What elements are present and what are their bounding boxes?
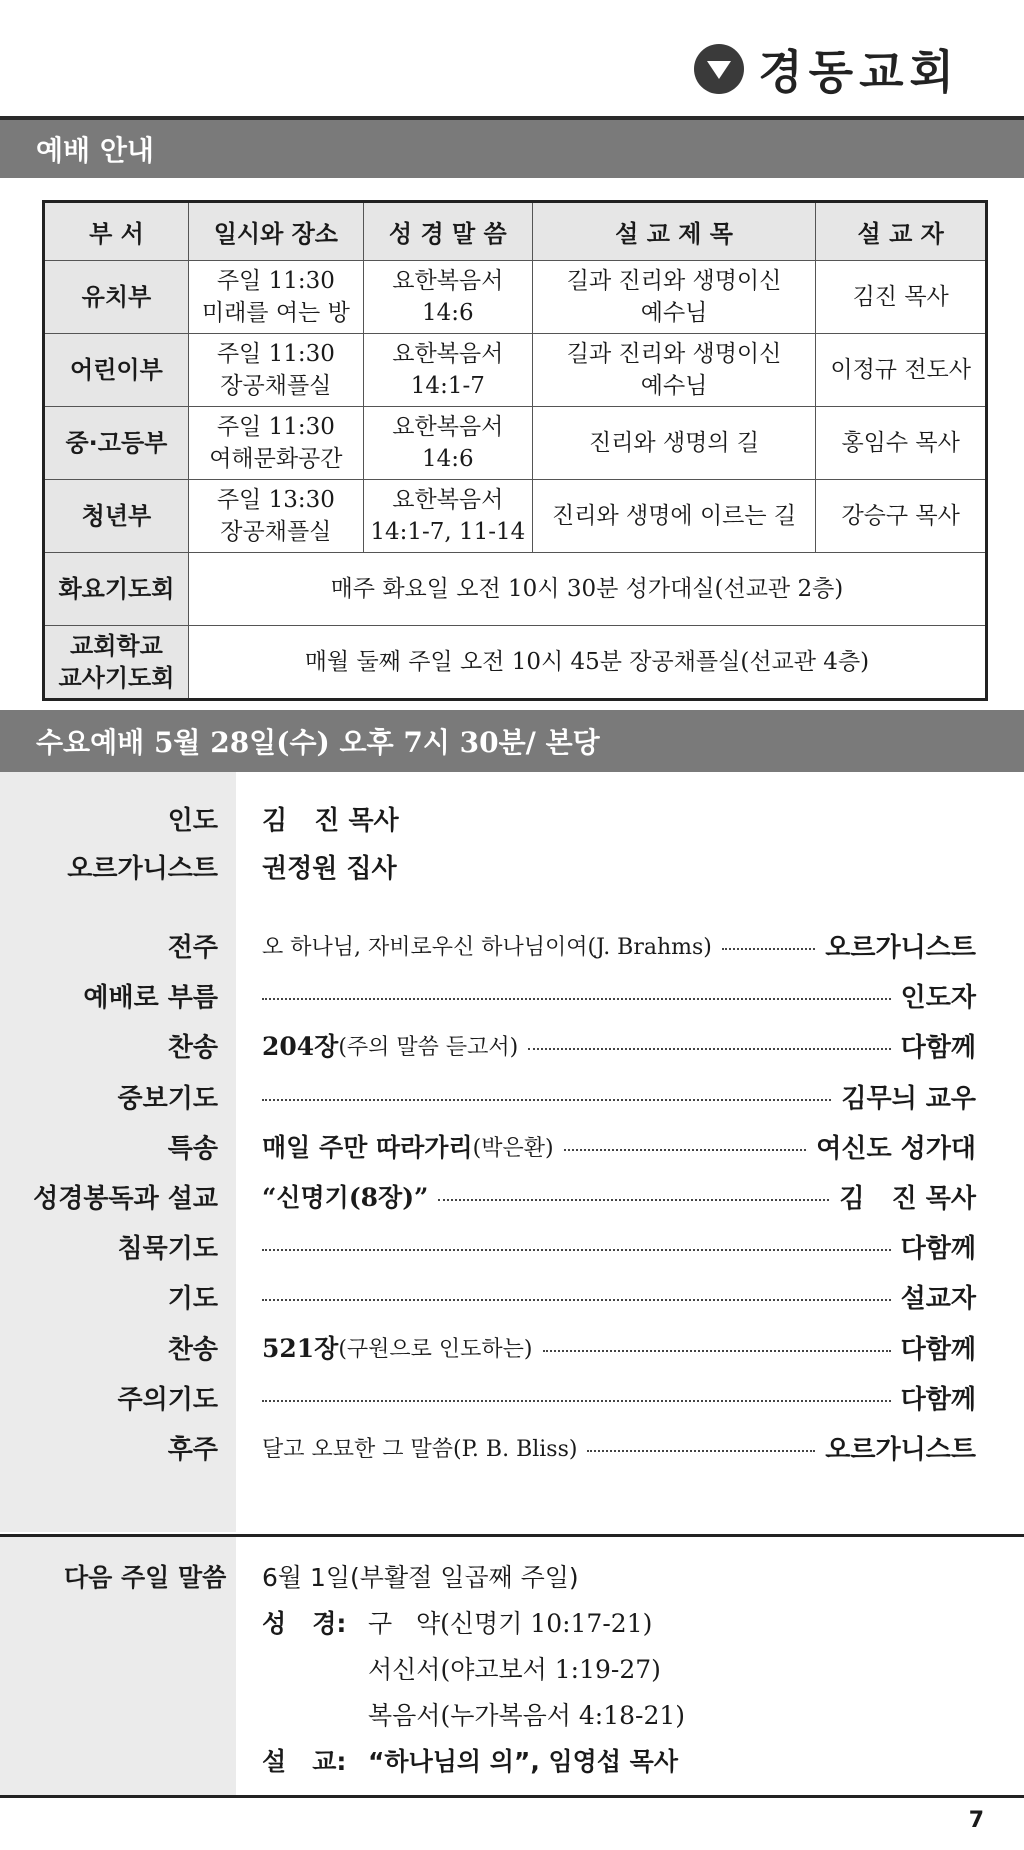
order-item (0, 1226, 1024, 1266)
order-item-label: 전주 (167, 932, 218, 963)
scripture-cell: 요한복음서 14:6 (363, 407, 532, 480)
meeting-info-cell: 매주 화요일 오전 10시 30분 성가대실(선교관 2층) (188, 553, 986, 626)
next-week-date: 6월 1일(부활절 일곱째 주일) (262, 1563, 579, 1592)
church-name: 경동교회 (758, 45, 960, 99)
dept-cell: 중·고등부 (44, 407, 189, 480)
order-item-person: 다함께 (900, 1334, 976, 1365)
sermon-title-cell: 길과 진리와 생명이신 예수님 (532, 261, 816, 334)
order-item-label: 주의기도 (117, 1384, 218, 1415)
scripture-cell: 요한복음서 14:1-7 (363, 334, 532, 407)
dept-cell: 유치부 (44, 261, 189, 334)
order-item-title: “신명기(8장)” (262, 1183, 429, 1212)
order-item-title: 매일 주만 따라가리 (262, 1133, 473, 1162)
scripture-cell: 요한복음서 14:6 (363, 261, 532, 334)
order-item (0, 1377, 1024, 1417)
schedule-table (42, 200, 988, 701)
sermon-title-cell: 진리와 생명의 길 (532, 407, 816, 480)
organist-name: 권정원 집사 (262, 853, 397, 884)
table-header-row (44, 202, 987, 261)
gospel: 복음서(누가복음서 4:18-21) (368, 1701, 686, 1730)
preacher-cell: 강승구 목사 (816, 480, 987, 553)
order-item-person: 오르가니스트 (825, 932, 976, 963)
old-testament: 구 약(신명기 10:17-21) (368, 1609, 653, 1638)
order-item-person: 김 진 목사 (839, 1183, 976, 1214)
order-item (0, 1276, 1024, 1316)
order-item-person: 여신도 성가대 (816, 1133, 976, 1164)
time-place-cell: 주일 13:30 장공채플실 (188, 480, 363, 553)
order-item-title: 204장 (262, 1032, 339, 1061)
order-item (0, 925, 1024, 965)
order-item-person: 다함께 (900, 1233, 976, 1264)
leader-row (0, 798, 1024, 838)
scripture-cell: 요한복음서 14:1-7, 11-14 (363, 480, 532, 553)
organist-row (0, 846, 1024, 886)
table-row (44, 480, 987, 553)
header-dept: 부 서 (44, 202, 189, 261)
order-item-person: 김무늬 교우 (841, 1083, 976, 1114)
dept-cell: 어린이부 (44, 334, 189, 407)
sermon-title-cell: 진리와 생명에 이르는 길 (532, 480, 816, 553)
bottom-divider (0, 1795, 1024, 1798)
order-item-title: 521장 (262, 1334, 339, 1363)
time-place-cell: 주일 11:30 장공채플실 (188, 334, 363, 407)
order-item-label: 성경봉독과 설교 (33, 1183, 218, 1214)
next-week-label: 다음 주일 말씀 (64, 1563, 227, 1592)
order-item-person: 설교자 (900, 1283, 976, 1314)
order-item-label: 예배로 부름 (83, 982, 218, 1013)
order-item-label: 침묵기도 (117, 1233, 218, 1264)
order-item-label: 기도 (167, 1283, 218, 1314)
sermon-title-cell: 길과 진리와 생명이신 예수님 (532, 334, 816, 407)
preacher-cell: 홍임수 목사 (816, 407, 987, 480)
dotted-leader (262, 1299, 891, 1301)
order-item-detail: (주의 말씀 듣고서) (338, 1034, 519, 1060)
order-item-person: 다함께 (900, 1384, 976, 1415)
dotted-leader (722, 948, 815, 950)
meeting-info-cell: 매월 둘째 주일 오전 10시 45분 장공채플실(선교관 4층) (188, 626, 986, 700)
header-preacher: 설 교 자 (816, 202, 987, 261)
order-item-detail: 오 하나님, 자비로우신 하나님이여(J. Brahms) (262, 934, 712, 960)
dept-cell: 교회학교 교사기도회 (44, 626, 189, 700)
dotted-leader (262, 998, 891, 1000)
next-sermon: “하나님의 의”, 임영섭 목사 (368, 1747, 678, 1776)
order-item (0, 1076, 1024, 1116)
organist-label: 오르가니스트 (67, 853, 218, 884)
section-title-wednesday-service: 수요예배 5월 28일(수) 오후 7시 30분/ 본당 (0, 710, 1024, 772)
preacher-cell: 이정규 전도사 (816, 334, 987, 407)
dept-cell: 화요기도회 (44, 553, 189, 626)
time-place-cell: 주일 11:30 미래를 여는 방 (188, 261, 363, 334)
order-item-detail: (박은환) (472, 1135, 554, 1161)
order-item-label: 찬송 (167, 1032, 218, 1063)
preacher-cell: 김진 목사 (816, 261, 987, 334)
scripture-label: 성 경: (262, 1609, 347, 1638)
order-item-label: 찬송 (167, 1334, 218, 1365)
order-item (0, 1427, 1024, 1467)
order-item-person: 다함께 (900, 1032, 976, 1063)
leader-label: 인도 (167, 805, 218, 836)
church-emblem-icon (694, 44, 744, 94)
church-logo (694, 36, 960, 102)
header-scripture: 성 경 말 씀 (363, 202, 532, 261)
table-row (44, 407, 987, 480)
dotted-leader (262, 1249, 891, 1251)
table-row (44, 261, 987, 334)
table-row (44, 553, 987, 626)
epistle: 서신서(야고보서 1:19-27) (368, 1655, 661, 1684)
leader-name: 김 진 목사 (262, 805, 399, 836)
time-place-cell: 주일 11:30 여해문화공간 (188, 407, 363, 480)
dotted-leader (438, 1199, 829, 1201)
page-number: 7 (968, 1808, 984, 1833)
order-item-detail: 달고 오묘한 그 말씀(P. B. Bliss) (262, 1436, 578, 1462)
dept-cell: 청년부 (44, 480, 189, 553)
dotted-leader (262, 1400, 891, 1402)
order-item-label: 특송 (167, 1133, 218, 1164)
order-item (0, 975, 1024, 1015)
order-item-person: 오르가니스트 (825, 1434, 976, 1465)
order-item (0, 1327, 1024, 1367)
order-item (0, 1176, 1024, 1216)
sermon-label: 설 교: (262, 1747, 347, 1776)
order-item (0, 1126, 1024, 1166)
order-item-detail: (구원으로 인도하는) (338, 1336, 533, 1362)
order-item-person: 인도자 (900, 982, 976, 1013)
dotted-leader (528, 1048, 890, 1050)
dotted-leader (587, 1450, 815, 1452)
order-item (0, 1025, 1024, 1065)
dotted-leader (262, 1099, 831, 1101)
header-sermon-title: 설 교 제 목 (532, 202, 816, 261)
order-item-label: 후주 (167, 1434, 218, 1465)
order-item-label: 중보기도 (117, 1083, 218, 1114)
dotted-leader (543, 1350, 891, 1352)
header-time-place: 일시와 장소 (188, 202, 363, 261)
dotted-leader (564, 1149, 807, 1151)
table-row (44, 626, 987, 700)
section-title-worship-guide: 예배 안내 (0, 116, 1024, 178)
table-row (44, 334, 987, 407)
